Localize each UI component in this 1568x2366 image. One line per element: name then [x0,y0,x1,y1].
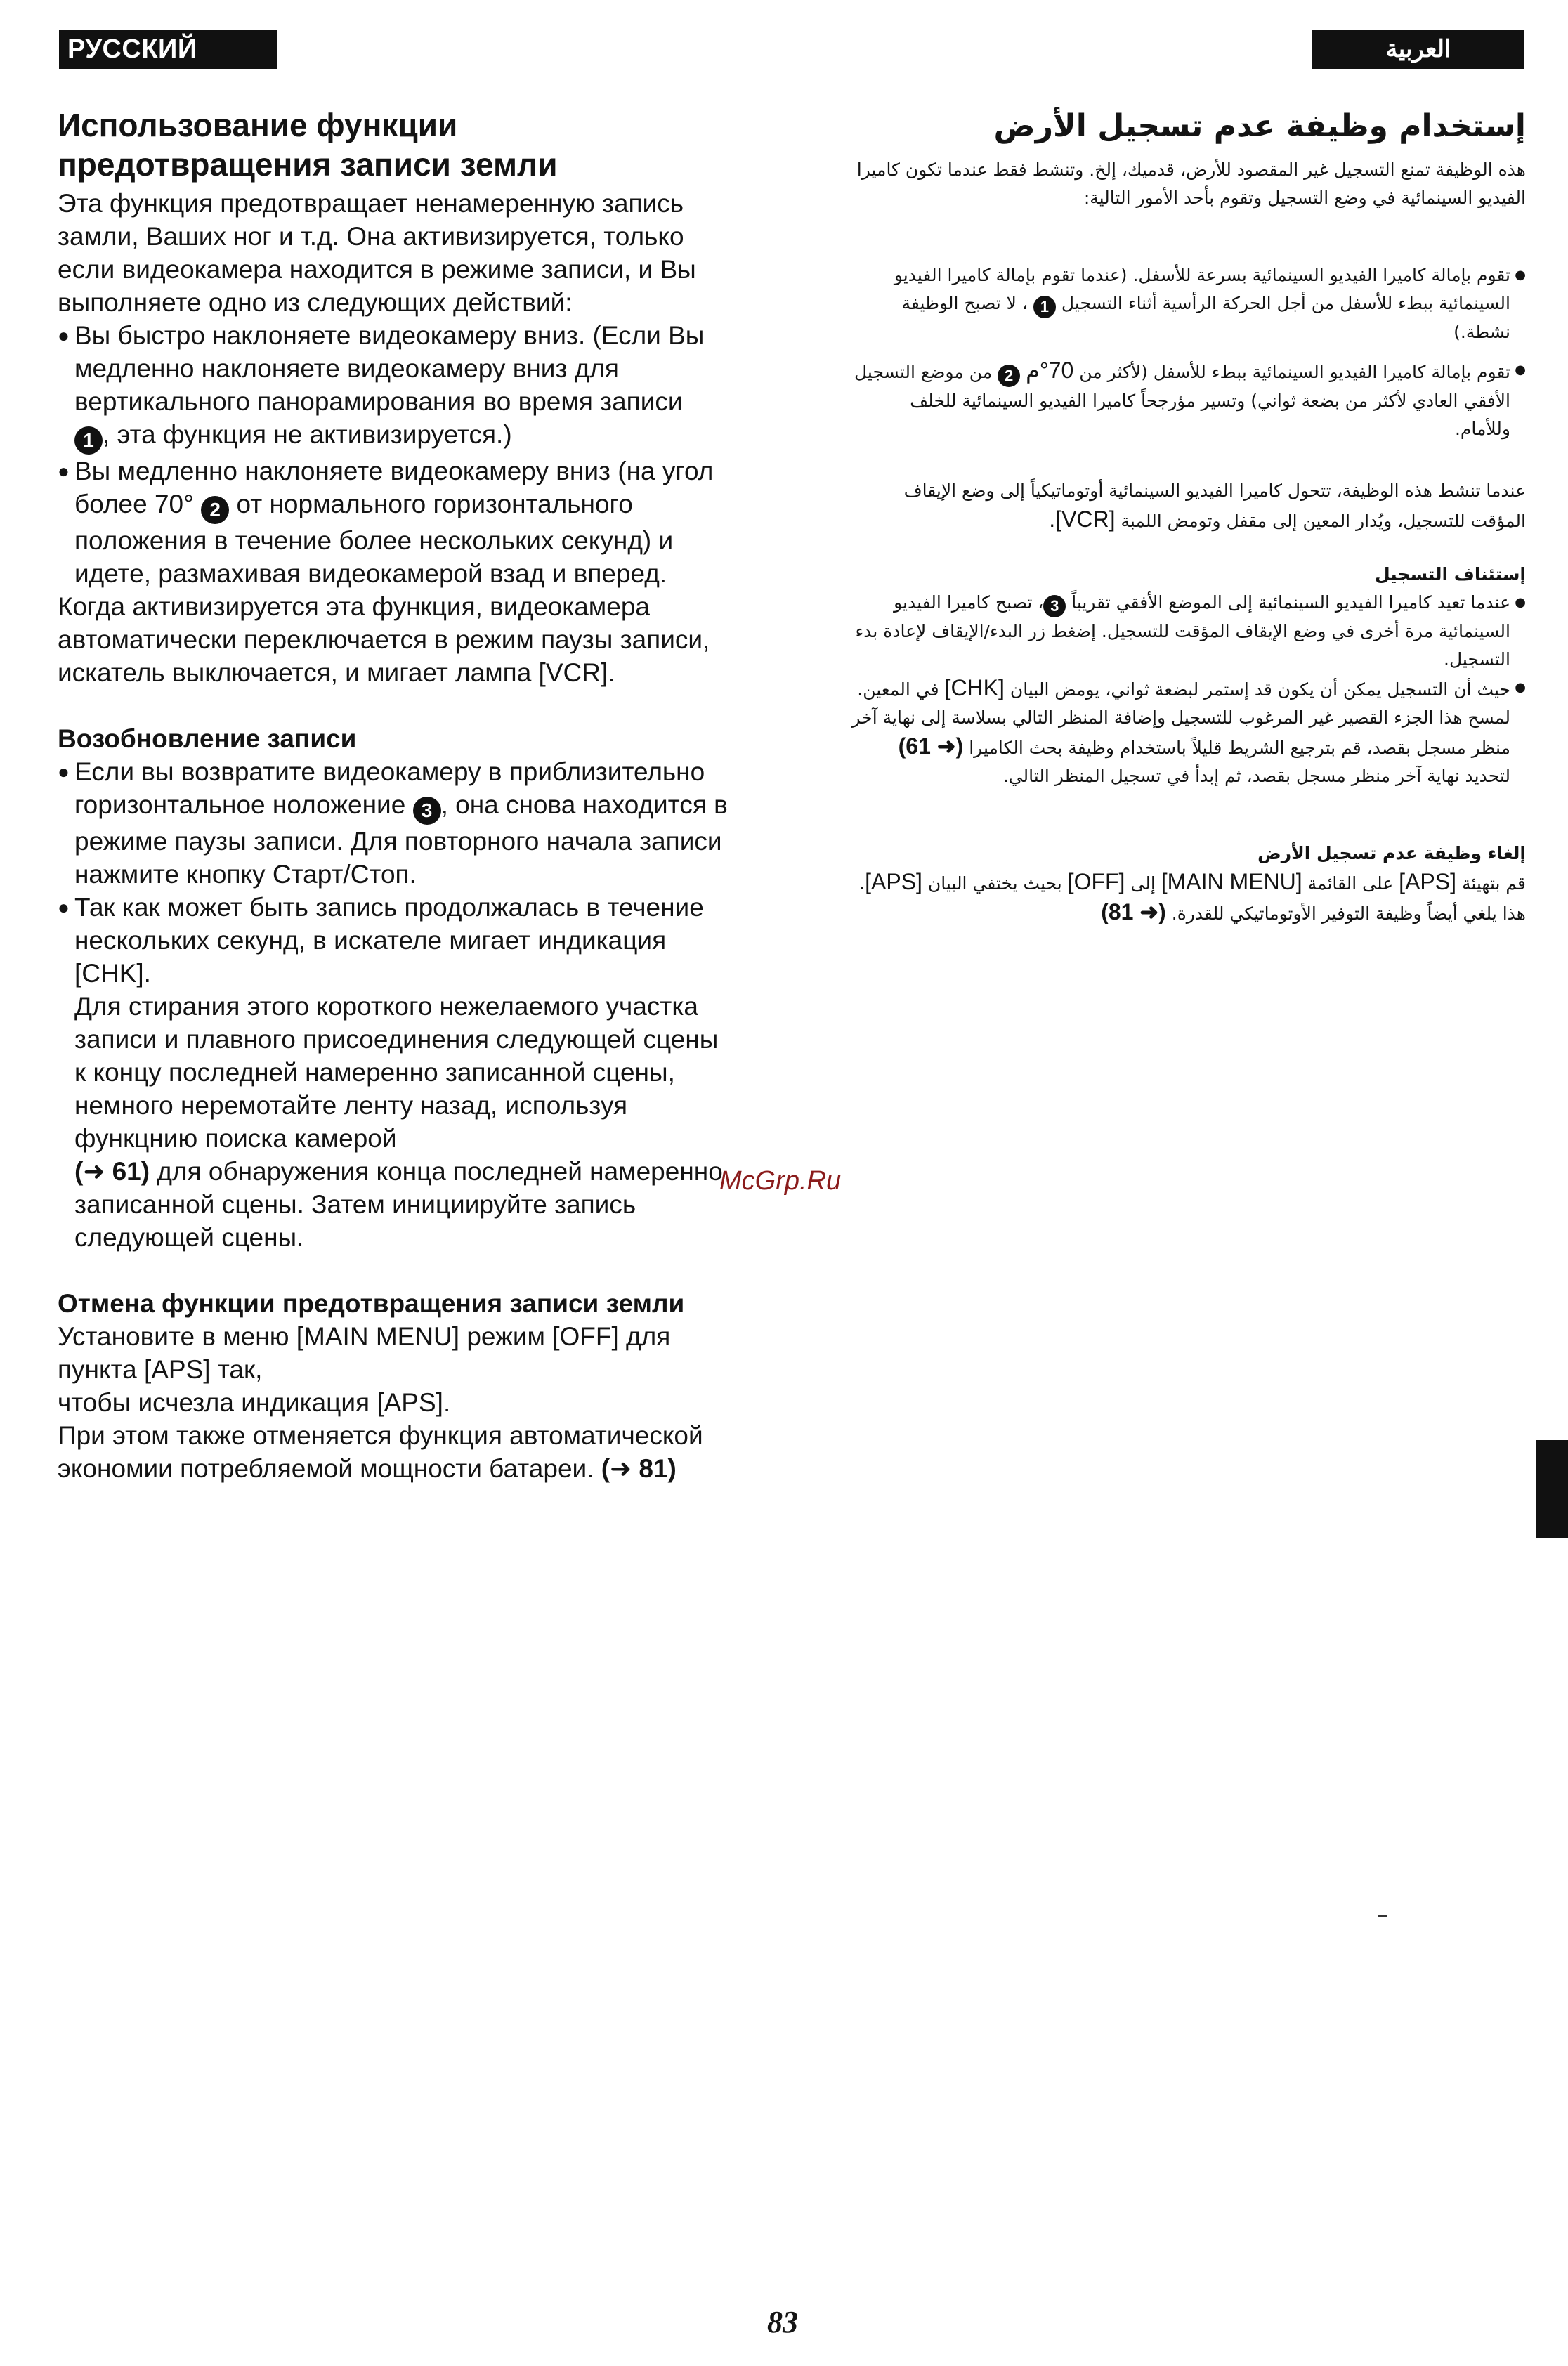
arabic-intro-paragraph: هذه الوظيفة تمنع التسجيل غير المقصود للأرض، قدميك، إلخ. وتنشط فقط عندما تكون كاميرا الفيديو السينمائية في وضع التسجيل وتقوم بأحد الأمور التالية: [856,159,1526,208]
arabic-condition-list [850,261,1526,443]
circled-number-icon: 1 [1033,296,1056,318]
list-item: ● Вы медленно наклоняете видеокамеру вниз (на угол более 70° 2 от нормального горизонтального положения в течение более нескольких секунд) и идете, размахивая видеокамерой взад и вперед. [58,455,732,590]
circled-number-icon: 3 [1043,595,1066,617]
language-tab-arabic: العربية [1312,30,1524,69]
arabic-page-title: إستخدام وظيفة عدم تسجيل الأرض [993,108,1526,144]
section-heading-cancel: Отмена функции предотвращения записи земли [58,1289,685,1318]
arabic-cancel-paragraph: قم بتهيئة [APS] على القائمة [MAIN MENU] إلى [OFF] بحيث يختفي البيان [APS]. [858,869,1526,894]
watermark: McGrp.Ru [719,1166,842,1196]
cancel-paragraph: Установите в меню [MAIN MENU] режим [OFF] для пункта [APS] так, чтобы исчезла индикация [APS]. При этом также отменяется функция автоматической экономии потребляемой мощности батареи. (➜ 81) [58,1322,703,1483]
activation-paragraph: Когда активизируется эта функция, видеокамера автоматически переключается в режим паузы записи, искатель выключается, и мигает лампа [VCR]. [58,592,710,687]
circled-number-icon: 1 [74,426,103,455]
circled-number-icon: 2 [998,365,1020,387]
list-item: ● Вы быстро наклоняете видеокамеру вниз. (Если Вы медленно наклоняете видеокамеру вниз для вертикального панорамирования во время записи 1 , эта функция не активизируется.) [58,319,732,455]
list-item: ● Так как может быть запись продолжалась в течение нескольких секунд, в искателе мигает индикация [CHK]. Для стирания этого короткого нежелаемого участка записи и плавного присоединения следующей сцены к концу последней намеренно записанной сцены, немного неремотайте ленту назад, используя функцнию поиска камерой (➜ 61) для обнаружения конца последней намеренно записанной сцены. Затем инициируйте запись следующей сцены. [58,891,732,1254]
page-number: 83 [767,2305,798,2339]
russian-column [58,105,732,1485]
arabic-section-heading-resume: إستئناف التسجيل [1374,564,1526,584]
scan-mark [1378,1915,1387,1917]
arabic-column [850,105,1526,928]
condition-list [58,319,732,590]
page-reference: (➜ 81) [1101,899,1166,924]
page-reference: (➜ 81) [601,1454,677,1483]
list-item: ● Если вы возвратите видеокамеру в приблизительно горизонтальное ноложение 3 , она снова находится в режиме паузы записи. Для повторного начала записи нажмите кнопку Старт/Стоп. [58,755,732,891]
language-tab-russian: РУССКИЙ ЯЗЫК [59,30,277,69]
arabic-cancel-note: هذا يلغي أيضاً وظيفة التوفير الأوتوماتيكي للقدرة. (➜ 81) [1101,899,1526,924]
circled-number-icon: 2 [201,496,229,524]
page-reference: (➜ 61) [74,1157,150,1186]
intro-paragraph: Эта функция предотвращает ненамеренную запись замли, Ваших ног и т.д. Она активизируется, только если видеокамера находится в режиме записи, и Вы выполняете одно из следующих действий: [58,189,696,317]
arabic-activation-paragraph: عندما تنشط هذه الوظيفة، تتحول كاميرا الفيديو السينمائية أوتوماتيكياً إلى وضع الإيقاف المؤقت للتسجيل، ويُدار المعين إلى مقفل وتومض اللمبة [VCR]. [903,481,1526,532]
list-item: ● تقوم بإمالة كاميرا الفيديو السينمائية ببطء للأسفل (لأكثر من 70°م 2 من موضع التسجيل الأفقي العادي لأكثر من بضعة ثواني) وتسير مؤرجحاً كاميرا الفيديو السينمائية للخلف وللأمام. [850,356,1526,443]
circled-number-icon: 3 [413,797,441,825]
arabic-resume-list [850,589,1526,790]
list-item: ● عندما تعيد كاميرا الفيديو السينمائية إلى الموضع الأفقي تقريباً 3، تصبح كاميرا الفيديو السينمائية مرة أخرى في وضع الإيقاف المؤقت للتسجيل. إضغط زر البدء/الإيقاف لإعادة بدء التسجيل. [850,589,1526,674]
section-heading-resume: Возобновление записи [58,724,357,753]
list-item: ● حيث أن التسجيل يمكن أن يكون قد إستمر لبضعة ثواني، يومض البيان [CHK] في المعين. لمسح هذا الجزء القصير غير المرغوب للتسجيل وإضافة المنظر التالي بسلاسة إلى نهاية آخر منظر مسجل بقصد، قم بترجيع الشريط قليلاً باستخدام وظيفة بحث الكاميرا (➜ 61) لتحديد نهاية آخر منظر مسجل بقصد، ثم إبدأ في تسجيل المنظر التالي. [850,674,1526,790]
page-reference: (➜ 61) [898,733,964,759]
list-item: ● تقوم بإمالة كاميرا الفيديو السينمائية بسرعة للأسفل. (عندما تقوم بإمالة كاميرا الفيديو السينمائية ببطء للأسفل من أجل الحركة الرأسية أثناء التسجيل 1 ، لا تصبح الوظيفة نشطة.) [850,261,1526,346]
resume-list [58,755,732,1254]
section-edge-tab [1536,1440,1568,1538]
arabic-section-heading-cancel: إلغاء وظيفة عدم تسجيل الأرض [1257,843,1526,863]
page-title: Использование функции предотвращения записи земли [58,107,558,183]
